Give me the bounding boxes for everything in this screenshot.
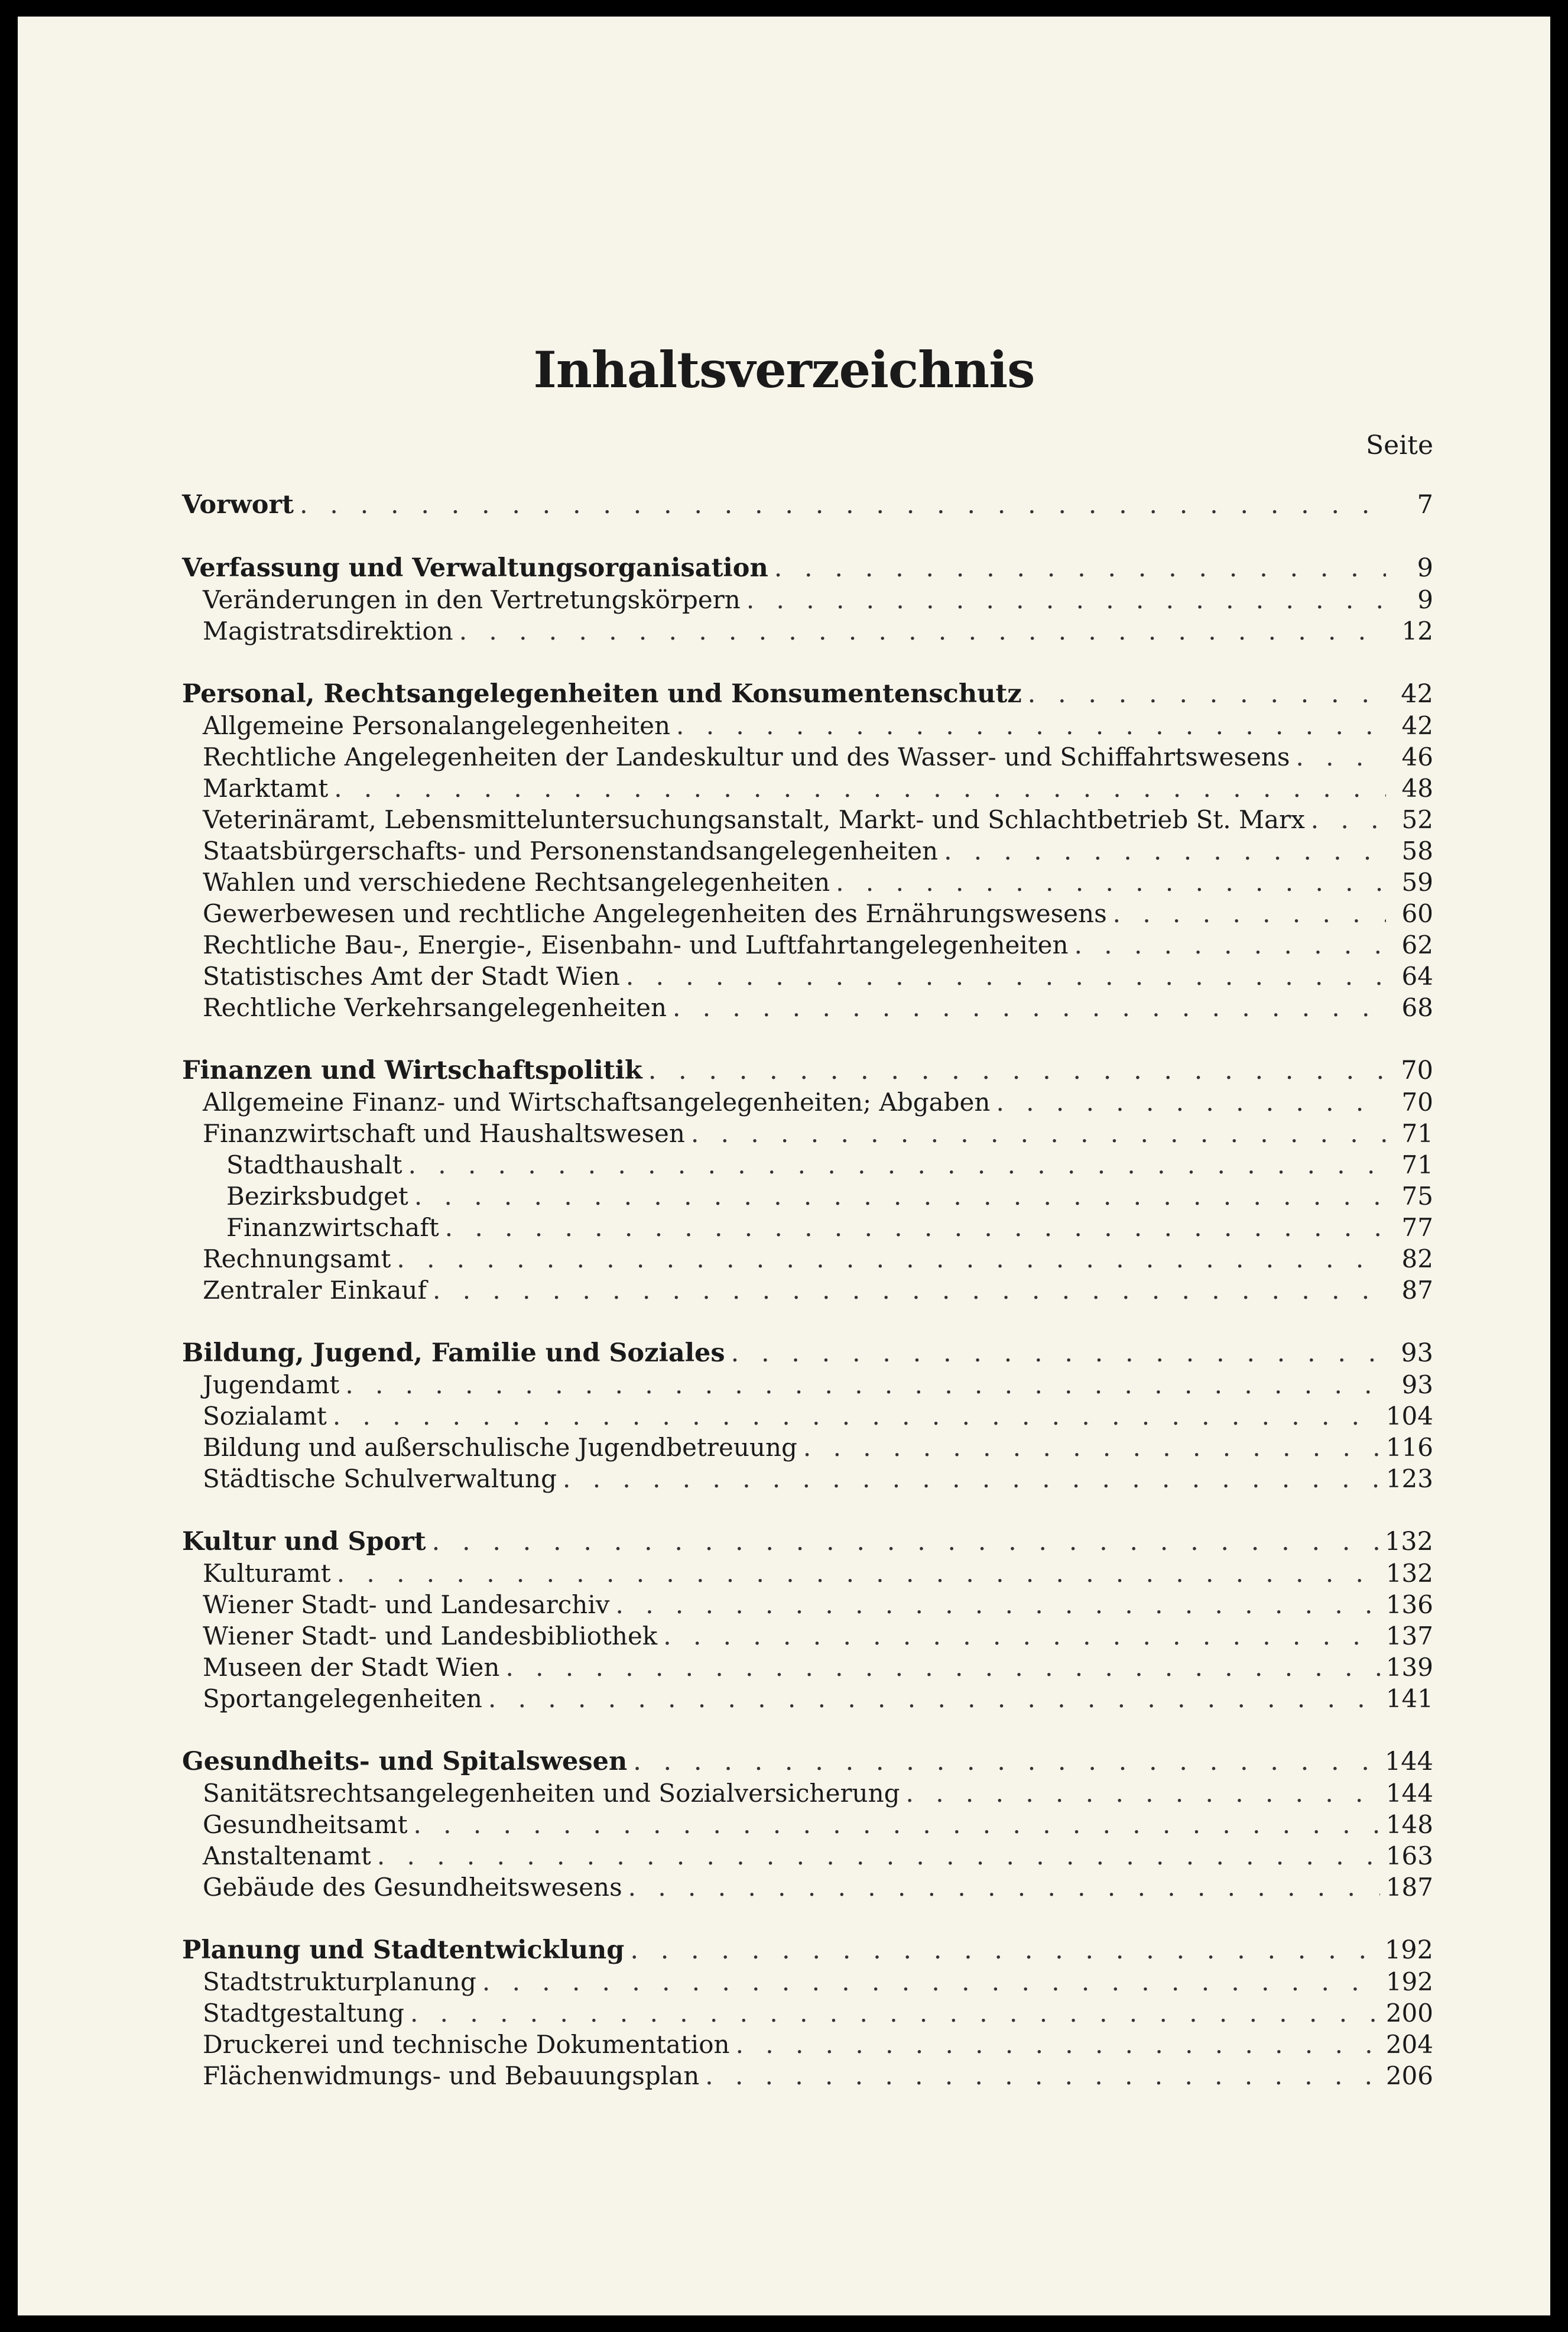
dot-leader (563, 1463, 1380, 1494)
toc-entry (182, 961, 1433, 992)
dot-leader (705, 2060, 1380, 2091)
entry-label: Sozialamt (203, 1402, 327, 1431)
dot-leader (648, 1055, 1386, 1086)
entry-label: Finanzwirtschaft und Haushaltswesen (203, 1119, 685, 1148)
dot-leader (337, 1558, 1380, 1589)
entry-label: Jugendamt (203, 1370, 340, 1399)
entry-page-number: 9 (1417, 585, 1433, 614)
toc-entry (182, 867, 1433, 898)
entry-page-number: 144 (1385, 1779, 1433, 1808)
entry-label: Kultur und Sport (182, 1527, 426, 1556)
toc-section-heading (182, 553, 1433, 584)
toc-section-heading (182, 489, 1433, 521)
toc-entry (182, 773, 1433, 804)
entry-label: Verfassung und Verwaltungsorganisation (182, 553, 768, 583)
dot-leader (616, 1589, 1380, 1620)
toc-section-heading (182, 1935, 1433, 1966)
entry-page-number: 64 (1401, 962, 1433, 991)
toc-entry (182, 1463, 1433, 1494)
entry-page-number: 52 (1401, 805, 1433, 834)
toc-entry (182, 1432, 1433, 1463)
entry-label: Allgemeine Personalangelegenheiten (203, 711, 671, 740)
entry-page-number: 148 (1385, 1810, 1433, 1839)
entry-label: Staatsbürgerschafts- und Personenstandsangelegenheiten (203, 836, 939, 865)
entry-page-number: 68 (1401, 993, 1433, 1022)
entry-label: Rechtliche Angelegenheiten der Landeskultur und des Wasser- und Schiffahrtswesens (203, 742, 1290, 771)
toc-section (182, 1055, 1433, 1306)
entry-page-number: 206 (1385, 2061, 1433, 2090)
dot-leader (836, 867, 1386, 898)
toc-entry (182, 835, 1433, 867)
entry-page-number: 77 (1401, 1213, 1433, 1242)
toc-entry (182, 1086, 1433, 1118)
entry-page-number: 123 (1385, 1464, 1433, 1493)
entry-label: Stadtstrukturplanung (203, 1967, 476, 1996)
toc-section (182, 679, 1433, 1023)
dot-leader (433, 1274, 1386, 1306)
entry-label: Zentraler Einkauf (203, 1276, 427, 1305)
toc-entry (182, 1652, 1433, 1683)
entry-page-number: 137 (1385, 1621, 1433, 1650)
entry-label: Finanzwirtschaft (226, 1213, 439, 1242)
toc-entry (182, 741, 1433, 773)
entry-label: Wiener Stadt- und Landesbibliothek (203, 1621, 658, 1650)
entry-label: Anstaltenamt (203, 1841, 371, 1870)
entry-label: Rechnungsamt (203, 1244, 391, 1273)
toc-entry (182, 1400, 1433, 1432)
toc-entry (182, 1243, 1433, 1274)
toc-entry (182, 1589, 1433, 1620)
entry-page-number: 75 (1401, 1182, 1433, 1211)
entry-label: Rechtliche Bau-, Energie-, Eisenbahn- und Luftfahrtangelegenheiten (203, 930, 1069, 959)
entry-page-number: 200 (1385, 1999, 1433, 2028)
entry-label: Sanitätsrechtsangelegenheiten und Sozialversicherung (203, 1779, 900, 1808)
entry-label: Museen der Stadt Wien (203, 1653, 500, 1682)
entry-label: Gesundheitsamt (203, 1810, 408, 1839)
entry-page-number: 136 (1385, 1590, 1433, 1619)
entry-page-number: 60 (1401, 899, 1433, 928)
entry-label: Flächenwidmungs- und Bebauungsplan (203, 2061, 700, 2090)
entry-page-number: 58 (1401, 836, 1433, 865)
dot-leader (459, 615, 1386, 647)
toc-section (182, 1526, 1433, 1714)
dot-leader (746, 584, 1386, 615)
toc-section-heading (182, 1526, 1433, 1558)
dot-leader (691, 1118, 1386, 1149)
entry-label: Gewerbewesen und rechtliche Angelegenheiten des Ernährungswesens (203, 899, 1107, 928)
entry-label: Stadthaushalt (226, 1150, 402, 1179)
toc-entry (182, 1274, 1433, 1306)
entry-page-number: 87 (1401, 1276, 1433, 1305)
toc-section-heading (182, 1746, 1433, 1778)
dot-leader (414, 1180, 1386, 1212)
entry-page-number: 93 (1401, 1338, 1433, 1368)
entry-label: Veterinäramt, Lebensmitteluntersuchungsanstalt, Markt- und Schlachtbetrieb St. Marx (203, 805, 1305, 834)
toc-entry (182, 1118, 1433, 1149)
dot-leader (397, 1243, 1386, 1274)
entry-page-number: 9 (1417, 553, 1433, 583)
toc-entry (182, 2029, 1433, 2060)
entry-page-number: 141 (1385, 1684, 1433, 1713)
dot-leader (345, 1369, 1386, 1400)
dot-leader (333, 1400, 1380, 1432)
dot-leader (673, 992, 1386, 1023)
dot-leader (408, 1149, 1386, 1180)
entry-page-number: 70 (1401, 1088, 1433, 1117)
entry-label: Bildung und außerschulische Jugendbetreuung (203, 1433, 797, 1462)
toc-section (182, 553, 1433, 647)
toc-section (182, 1338, 1433, 1494)
dot-leader (488, 1683, 1380, 1714)
dot-leader (996, 1086, 1386, 1118)
dot-leader (774, 553, 1386, 584)
toc-entry (182, 1809, 1433, 1840)
document-page (18, 17, 1550, 2315)
toc-entry (182, 1683, 1433, 1714)
dot-leader (482, 1966, 1380, 1997)
dot-leader (944, 835, 1386, 867)
entry-label: Bildung, Jugend, Familie und Soziales (182, 1338, 725, 1368)
toc-entry (182, 804, 1433, 835)
entry-label: Wiener Stadt- und Landesarchiv (203, 1590, 610, 1619)
entry-page-number: 192 (1384, 1935, 1433, 1965)
toc-entry (182, 584, 1433, 615)
entry-label: Bezirksbudget (226, 1182, 408, 1211)
toc-entry (182, 1149, 1433, 1180)
entry-label: Gebäude des Gesundheitswesens (203, 1873, 622, 1902)
entry-label: Veränderungen in den Vertretungskörpern (203, 585, 741, 614)
entry-label: Allgemeine Finanz- und Wirtschaftsangelegenheiten; Abgaben (203, 1088, 991, 1117)
entry-page-number: 46 (1401, 742, 1433, 771)
toc-entry (182, 1997, 1433, 2029)
entry-page-number: 144 (1384, 1747, 1433, 1776)
toc-section-heading (182, 1055, 1433, 1086)
entry-page-number: 187 (1385, 1873, 1433, 1902)
entry-page-number: 48 (1401, 774, 1433, 803)
dot-leader (432, 1526, 1379, 1558)
entry-label: Finanzen und Wirtschaftspolitik (182, 1056, 642, 1085)
toc-section (182, 489, 1433, 521)
dot-leader (413, 1809, 1379, 1840)
entry-page-number: 204 (1385, 2030, 1433, 2059)
entry-page-number: 82 (1401, 1244, 1433, 1273)
entry-label: Sportangelegenheiten (203, 1684, 482, 1713)
entry-label: Marktamt (203, 774, 329, 803)
entry-page-number: 12 (1401, 617, 1433, 646)
entry-page-number: 163 (1385, 1841, 1433, 1870)
entry-label: Vorwort (182, 490, 294, 520)
entry-page-number: 59 (1401, 868, 1433, 897)
dot-leader (1311, 804, 1386, 835)
dot-leader (1074, 929, 1386, 961)
dot-leader (803, 1432, 1380, 1463)
dot-leader (334, 773, 1386, 804)
entry-page-number: 139 (1385, 1653, 1433, 1682)
entry-label: Planung und Stadtentwicklung (182, 1935, 625, 1965)
toc-section-heading (182, 679, 1433, 710)
entry-label: Stadtgestaltung (203, 1999, 404, 2028)
toc-entry (182, 1369, 1433, 1400)
dot-leader (736, 2029, 1380, 2060)
dot-leader (1296, 741, 1386, 773)
toc-entry (182, 992, 1433, 1023)
entry-page-number: 71 (1401, 1150, 1433, 1179)
dot-leader (676, 710, 1386, 741)
page-title: Inhaltsverzeichnis (533, 340, 1035, 399)
entry-page-number: 116 (1385, 1433, 1433, 1462)
entry-label: Städtische Schulverwaltung (203, 1464, 557, 1493)
toc-section (182, 1746, 1433, 1903)
entry-page-number: 70 (1401, 1056, 1433, 1085)
toc-entry (182, 1180, 1433, 1212)
entry-page-number: 71 (1401, 1119, 1433, 1148)
entry-page-number: 42 (1401, 679, 1433, 709)
entry-page-number: 42 (1401, 711, 1433, 740)
dot-leader (633, 1746, 1379, 1778)
dot-leader (445, 1212, 1386, 1243)
entry-label: Druckerei und technische Dokumentation (203, 2030, 730, 2059)
dot-leader (505, 1652, 1379, 1683)
dot-leader (626, 961, 1386, 992)
toc-entry (182, 1840, 1433, 1872)
entry-page-number: 132 (1385, 1559, 1433, 1588)
toc-entry (182, 615, 1433, 647)
entry-label: Statistisches Amt der Stadt Wien (203, 962, 620, 991)
dot-leader (1113, 898, 1386, 929)
dot-leader (1028, 679, 1386, 710)
entry-page-number: 192 (1385, 1967, 1433, 1996)
toc-section-heading (182, 1338, 1433, 1369)
entry-label: Personal, Rechtsangelegenheiten und Konsumentenschutz (182, 679, 1022, 709)
page-column-label: Seite (1366, 430, 1433, 460)
toc-entry (182, 1212, 1433, 1243)
toc-entry (182, 2060, 1433, 2091)
dot-leader (377, 1840, 1380, 1872)
toc-entry (182, 1778, 1433, 1809)
entry-page-number: 132 (1384, 1527, 1433, 1556)
dot-leader (663, 1620, 1380, 1652)
entry-page-number: 62 (1401, 930, 1433, 959)
table-of-contents (182, 489, 1433, 2123)
entry-label: Magistratsdirektion (203, 617, 453, 646)
toc-section (182, 1935, 1433, 2091)
entry-page-number: 104 (1385, 1402, 1433, 1431)
toc-entry (182, 1620, 1433, 1652)
toc-entry (182, 929, 1433, 961)
dot-leader (906, 1778, 1380, 1809)
dot-leader (731, 1338, 1386, 1369)
entry-label: Rechtliche Verkehrsangelegenheiten (203, 993, 667, 1022)
toc-entry (182, 1966, 1433, 1997)
entry-label: Kulturamt (203, 1559, 331, 1588)
entry-page-number: 93 (1401, 1370, 1433, 1399)
toc-entry (182, 1872, 1433, 1903)
toc-entry (182, 898, 1433, 929)
dot-leader (300, 489, 1386, 521)
entry-label: Wahlen und verschiedene Rechtsangelegenheiten (203, 868, 830, 897)
toc-entry (182, 1558, 1433, 1589)
toc-entry (182, 710, 1433, 741)
entry-page-number: 7 (1417, 490, 1433, 520)
dot-leader (630, 1935, 1379, 1966)
entry-label: Gesundheits- und Spitalswesen (182, 1747, 628, 1776)
dot-leader (410, 1997, 1380, 2029)
dot-leader (628, 1872, 1380, 1903)
